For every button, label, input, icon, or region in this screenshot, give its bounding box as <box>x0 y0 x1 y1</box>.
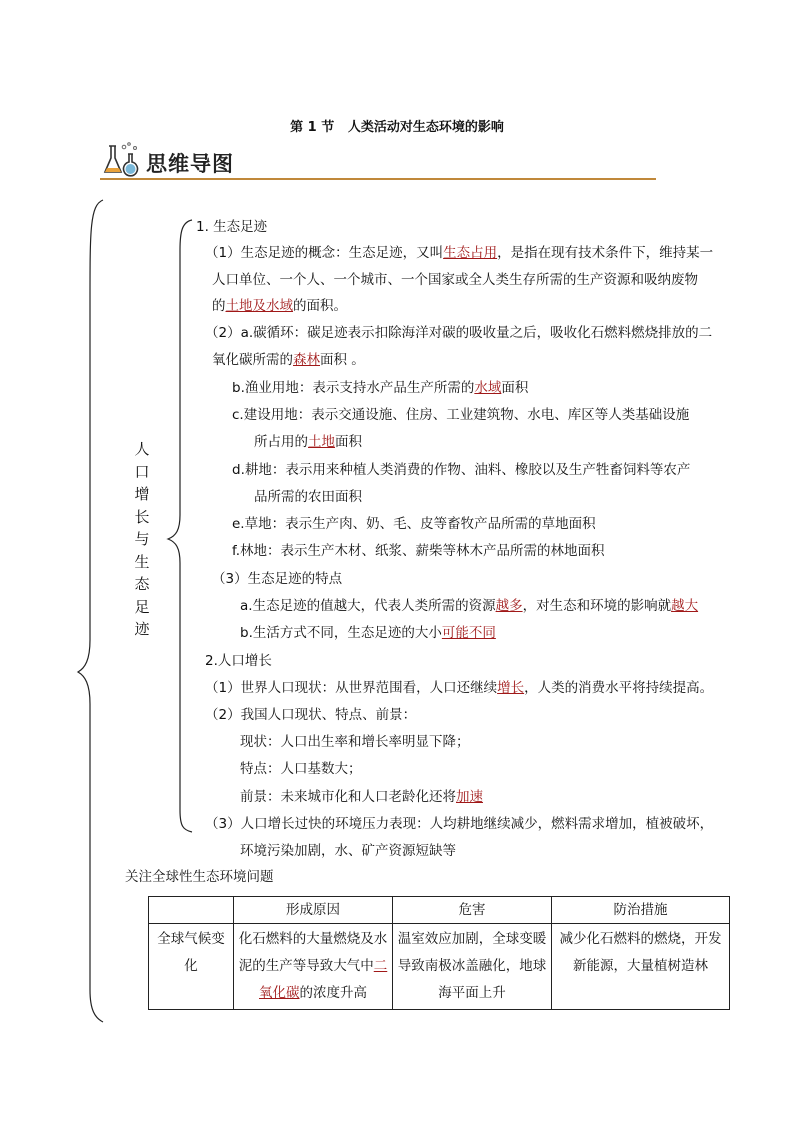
outline-line <box>212 349 365 371</box>
text-run: （3）人口增长过快的环境压力表现：人均耕地继续减少，燃料需求增加，植被破坏， <box>205 816 714 832</box>
answer-blank: 增长 <box>497 680 525 696</box>
text-run: 化石燃料的大量燃烧及水泥的生产等导致大气中 <box>238 931 388 974</box>
banner-title: 思维导图 <box>146 152 234 176</box>
text-run: a.生态足迹的值越大，代表人类所需的资源 <box>240 598 496 614</box>
harm-cell: 温室效应加剧，全球变暖导致南极冰盖融化，地球海平面上升 <box>393 924 552 1010</box>
text-run: b.渔业用地：表示支持水产品生产所需的 <box>232 380 475 396</box>
outline-line <box>232 404 689 426</box>
text-run: （2）我国人口现状、特点、前景： <box>205 707 417 723</box>
table-header-cell: 防治措施 <box>552 897 730 924</box>
text-run: 环境污染加剧，水、矿产资源短缺等 <box>240 843 456 859</box>
text-run: ，对生态和环境的影响就 <box>522 598 672 614</box>
outline-line <box>212 568 342 590</box>
text-run: 氧化碳所需的 <box>212 352 293 368</box>
vertical-label-char: 足 <box>134 597 150 616</box>
text-run: ，人类的消费水平将持续提高。 <box>524 680 714 696</box>
outline-line <box>240 622 496 644</box>
outline-line <box>232 540 605 562</box>
text-run: f.林地：表示生产木材、纸浆、薪柴等林木产品所需的林地面积 <box>232 543 605 559</box>
text-run: （1）世界人口现状：从世界范围看，人口还继续 <box>205 680 498 696</box>
text-run: 关注全球性生态环境问题 <box>125 869 274 885</box>
outline-line <box>240 731 470 753</box>
vertical-label-char: 态 <box>134 575 150 593</box>
page-title: 第 1 节 人类活动对生态环境的影响 <box>290 120 504 135</box>
cause-cell <box>234 924 393 1010</box>
answer-blank: 土地 <box>308 434 335 450</box>
text-run: 2.人口增长 <box>205 653 272 669</box>
outline-line <box>232 459 690 481</box>
text-run: 前景：未来城市化和人口老龄化还将 <box>240 789 456 805</box>
issue-name-cell: 全球气候变化 <box>149 924 234 1010</box>
text-run: e.草地：表示生产肉、奶、毛、皮等畜牧产品所需的草地面积 <box>232 516 596 532</box>
outline-line <box>254 431 362 453</box>
section-banner <box>100 140 656 182</box>
outline-line <box>205 242 713 264</box>
answer-blank: 二氧化碳 <box>259 958 388 1001</box>
text-run: 人口单位、一个人、一个城市、一个国家或全人类生存所需的生产资源和吸纳废物 <box>212 272 698 288</box>
outline-line <box>232 377 528 399</box>
outline-line <box>125 866 274 888</box>
text-run: ，是指在现有技术条件下，维持某一 <box>497 245 714 261</box>
measures-cell: 减少化石燃料的燃烧，开发新能源，大量植树造林 <box>552 924 730 1010</box>
text-run: 特点：人口基数大； <box>240 761 362 777</box>
text-run: 1. 生态足迹 <box>196 219 268 235</box>
text-run: c.建设用地：表示交通设施、住房、工业建筑物、水电、库区等人类基础设施 <box>232 407 690 423</box>
inner-brace <box>168 220 192 832</box>
vertical-label-char: 增 <box>134 485 150 503</box>
outline-line <box>240 840 456 862</box>
flask-icon <box>102 140 144 178</box>
text-run: 的面积。 <box>293 298 347 314</box>
vertical-label-char: 人 <box>134 440 150 458</box>
outline-line <box>205 677 713 699</box>
outline-line <box>205 704 416 726</box>
vertical-label-char: 口 <box>134 462 150 481</box>
outline-line <box>205 650 272 672</box>
outer-brace <box>78 200 103 1022</box>
outline-line <box>240 595 698 617</box>
text-run: b.生活方式不同，生态足迹的大小 <box>240 625 442 641</box>
text-run: 面积 <box>501 380 529 396</box>
answer-blank: 生态占用 <box>443 245 498 261</box>
answer-blank: 加速 <box>456 789 483 805</box>
outline-line <box>205 322 712 344</box>
outline-line <box>240 786 483 808</box>
text-run: 面积 。 <box>320 352 365 368</box>
outline-line <box>254 486 362 508</box>
table-header-cell <box>149 897 234 924</box>
vertical-topic-label <box>131 438 153 641</box>
table-header-cell: 危害 <box>393 897 552 924</box>
vertical-label-char: 生 <box>134 552 150 571</box>
answer-blank: 水域 <box>474 380 502 396</box>
text-run: （1）生态足迹的概念：生态足迹，又叫 <box>205 245 444 261</box>
answer-blank: 越多 <box>495 598 523 614</box>
text-run: （3）生态足迹的特点 <box>212 571 343 587</box>
outline-line <box>196 216 267 238</box>
table-row <box>149 924 730 1010</box>
vertical-label-char: 迹 <box>134 620 150 638</box>
table-header-cell: 形成原因 <box>234 897 393 924</box>
answer-blank: 土地及水域 <box>225 298 293 314</box>
outline-line <box>240 758 362 780</box>
table-header-row <box>149 897 730 924</box>
answer-blank: 越大 <box>671 598 699 614</box>
text-run: 所占用的 <box>254 434 308 450</box>
vertical-label-char: 与 <box>134 530 150 548</box>
outline-line <box>212 269 698 291</box>
text-run: （2）a.碳循环：碳足迹表示扣除海洋对碳的吸收量之后，吸收化石燃料燃烧排放的二 <box>205 325 713 341</box>
answer-blank: 森林 <box>293 352 320 368</box>
vertical-label-char: 长 <box>134 507 150 526</box>
text-run: 品所需的农田面积 <box>254 489 362 505</box>
text-run: 的 <box>212 298 226 314</box>
text-run: d.耕地：表示用来种植人类消费的作物、油料、橡胶以及生产牲畜饲料等农产 <box>232 462 691 478</box>
outline-line <box>232 513 596 535</box>
outline-line <box>205 813 713 835</box>
text-run: 的浓度升高 <box>299 985 367 1001</box>
text-run: 面积 <box>335 434 362 450</box>
environment-issues-table <box>148 896 730 1010</box>
banner-rule <box>100 178 656 180</box>
text-run: 现状：人口出生率和增长率明显下降； <box>240 734 470 750</box>
answer-blank: 可能不同 <box>441 625 496 641</box>
outline-line <box>212 295 347 317</box>
